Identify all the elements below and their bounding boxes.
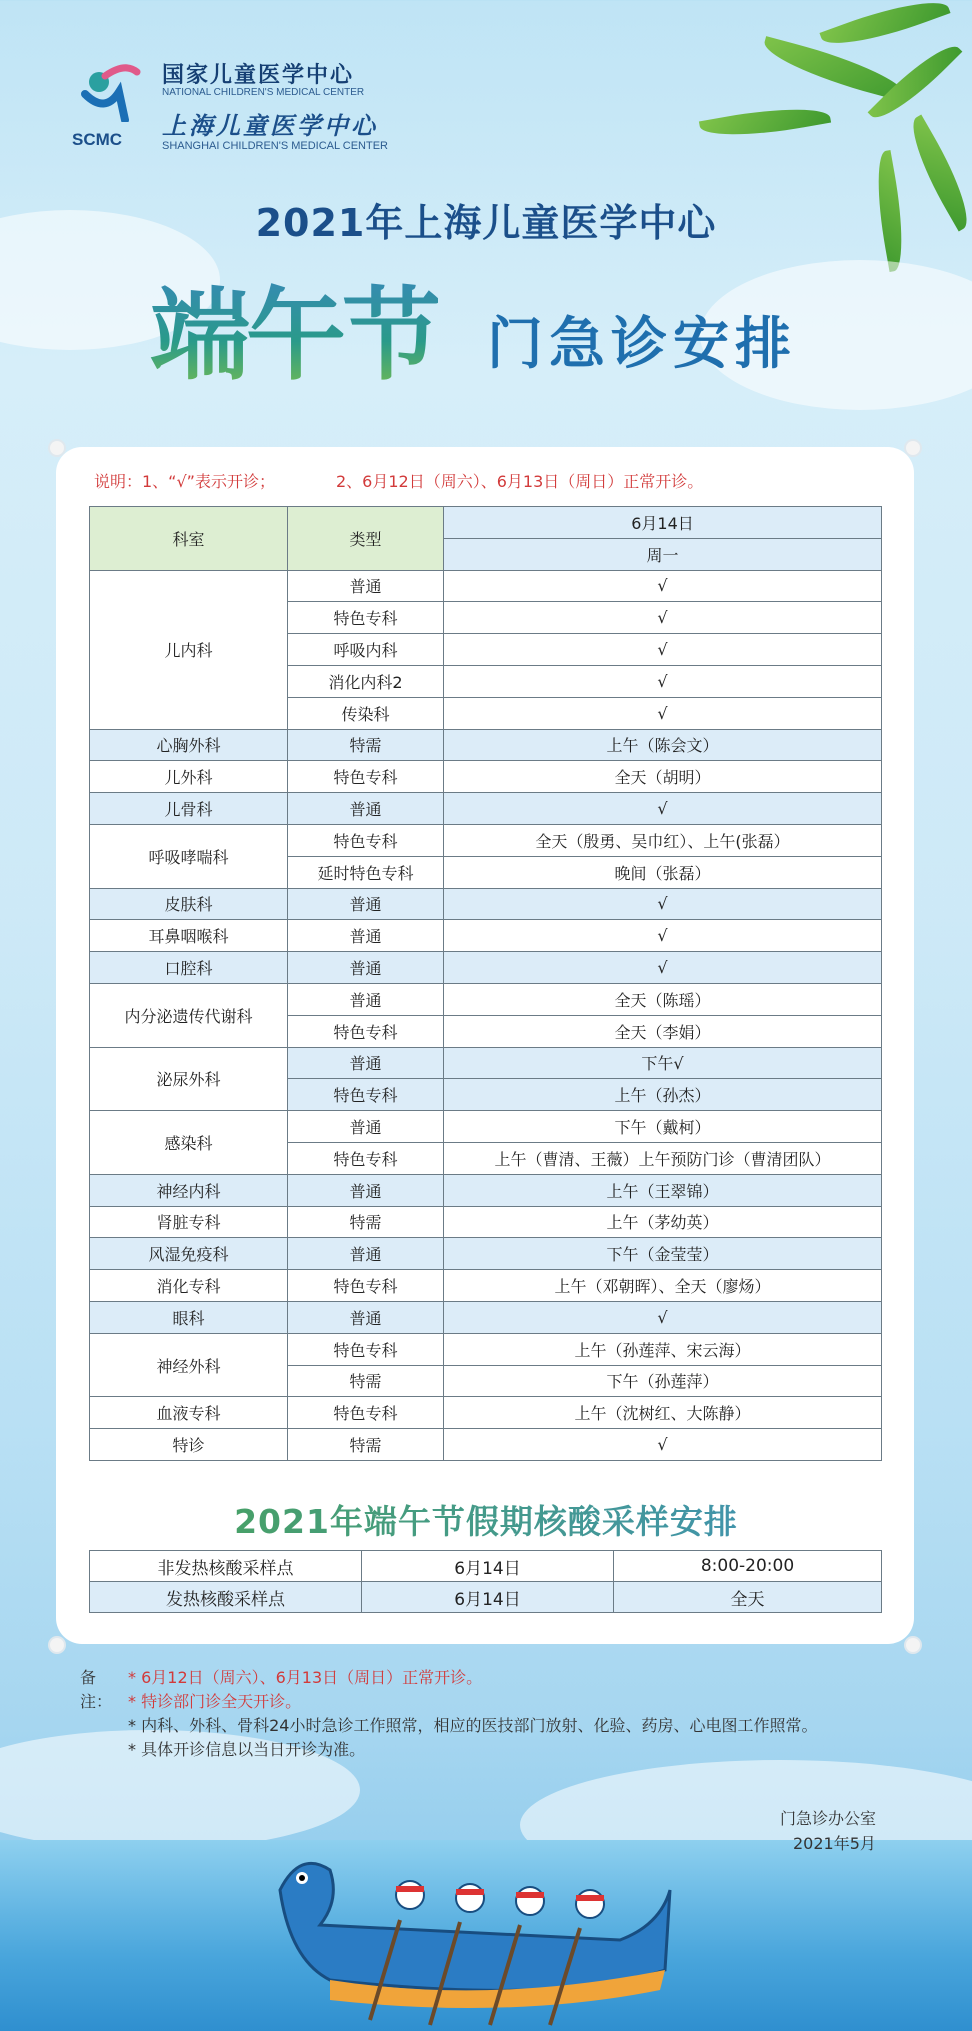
table-row [90,570,882,602]
table-row [90,1301,882,1333]
schedule-cell: 全天（殷勇、吴巾红）、上午(张磊） [444,824,882,856]
schedule-cell: 上午（沈树红、大陈静） [444,1397,882,1429]
type-cell: 特需 [288,729,444,761]
schedule-cell: √ [444,888,882,920]
org-name-cn: 国家儿童医学中心 [162,63,355,88]
type-cell: 特需 [288,1206,444,1238]
org-name-cn-2: 上海儿童医学中心 [162,111,378,140]
schedule-cell: √ [444,793,882,825]
dept-cell: 儿外科 [90,761,288,793]
schedule-cell: √ [444,602,882,634]
corner-dot [906,1638,920,1652]
type-cell: 特需 [288,1365,444,1397]
schedule-cell: 下午（戴柯） [444,1111,882,1143]
type-cell: 普通 [288,952,444,984]
schedule-cell: 全天（胡明） [444,761,882,793]
schedule-cell: √ [444,697,882,729]
type-cell: 普通 [288,920,444,952]
dept-cell: 内分泌遗传代谢科 [90,983,288,1047]
dept-cell: 神经外科 [90,1333,288,1397]
type-cell: 特色专科 [288,1270,444,1302]
table-row [90,983,882,1015]
type-cell: 普通 [288,1047,444,1079]
dept-cell: 血液专科 [90,1397,288,1429]
dept-cell: 耳鼻咽喉科 [90,920,288,952]
type-cell: 特需 [288,1429,444,1461]
nucleic-site: 发热核酸采样点 [90,1582,362,1613]
type-cell: 普通 [288,1238,444,1270]
dept-cell: 眼科 [90,1301,288,1333]
table-row [90,1333,882,1365]
schedule-cell: 上午（孙莲萍、宋云海） [444,1333,882,1365]
schedule-cell: 上午（孙杰） [444,1079,882,1111]
type-cell: 普通 [288,793,444,825]
dept-cell: 皮肤科 [90,888,288,920]
dragon-boat-illustration [260,1830,680,2030]
table-row [90,888,882,920]
header-dept: 科室 [90,507,288,571]
table-row [90,1582,882,1613]
nucleic-date: 6月14日 [362,1551,614,1582]
type-cell: 特色专科 [288,1015,444,1047]
page-title-year: 2021年上海儿童医学中心 [255,201,717,245]
type-cell: 特色专科 [288,824,444,856]
type-cell: 呼吸内科 [288,634,444,666]
header-type: 类型 [288,507,444,571]
header-weekday: 周一 [444,538,882,570]
type-cell: 普通 [288,1174,444,1206]
table-row [90,793,882,825]
scmc-logo-icon [75,62,155,122]
table-row [90,1429,882,1461]
type-cell: 特色专科 [288,761,444,793]
remark-item: * 6月12日（周六）、6月13日（周日）正常开诊。 [128,1668,483,1687]
remark-item: * 特诊部门诊全天开诊。 [128,1692,302,1711]
logo-abbreviation: SCMC [72,130,123,149]
type-cell: 普通 [288,570,444,602]
org-name-en-2: SHANGHAI CHILDREN'S MEDICAL CENTER [162,140,389,152]
schedule-cell: √ [444,1301,882,1333]
type-cell: 普通 [288,888,444,920]
corner-dot [50,1638,64,1652]
type-cell: 特色专科 [288,602,444,634]
schedule-cell: 下午（孙莲萍） [444,1365,882,1397]
table-row [90,761,882,793]
schedule-cell: 上午（王翠锦） [444,1174,882,1206]
dept-cell: 特诊 [90,1429,288,1461]
schedule-cell: √ [444,570,882,602]
schedule-cell: 晚间（张磊） [444,856,882,888]
type-cell: 延时特色专科 [288,856,444,888]
schedule-cell: 上午（邓朝晖）、全天（廖炀） [444,1270,882,1302]
remark-item: * 具体开诊信息以当日开诊为准。 [128,1740,366,1759]
type-cell: 普通 [288,983,444,1015]
nucleic-time: 全天 [614,1582,882,1613]
dept-cell: 风湿免疫科 [90,1238,288,1270]
dept-cell: 儿骨科 [90,793,288,825]
schedule-cell: √ [444,665,882,697]
outpatient-schedule-table [89,506,882,1461]
table-row [90,1397,882,1429]
dept-cell: 儿内科 [90,570,288,729]
type-cell: 特色专科 [288,1333,444,1365]
type-cell: 特色专科 [288,1397,444,1429]
schedule-note: 说明：1、“√”表示开诊； 2、6月12日（周六）、6月13日（周日）正常开诊。 [94,472,704,491]
schedule-cell: 上午（曹清、王薇）上午预防门诊（曹清团队） [444,1142,882,1174]
remarks-label: 备注： [80,1668,113,1711]
signature-office: 门急诊办公室 [780,1809,877,1828]
table-row [90,1238,882,1270]
page-title-festival: 端午节 [150,255,438,399]
type-cell: 特色专科 [288,1142,444,1174]
type-cell: 普通 [288,1301,444,1333]
header-date: 6月14日 [444,507,882,539]
schedule-cell: √ [444,952,882,984]
dept-cell: 泌尿外科 [90,1047,288,1111]
nucleic-time: 8:00-20:00 [614,1551,882,1582]
dept-cell: 神经内科 [90,1174,288,1206]
table-row [90,1111,882,1143]
type-cell: 消化内科2 [288,665,444,697]
schedule-cell: 全天（陈瑶） [444,983,882,1015]
schedule-cell: 上午（陈会文） [444,729,882,761]
table-row [90,1206,882,1238]
remark-item: * 内科、外科、骨科24小时急诊工作照常，相应的医技部门放射、化验、药房、心电图工作照常。 [128,1716,818,1735]
page-title-subtitle: 门急诊安排 [487,312,797,377]
corner-dot [906,441,920,455]
schedule-cell: √ [444,1429,882,1461]
dept-cell: 肾脏专科 [90,1206,288,1238]
schedule-cell: 下午（金莹莹） [444,1238,882,1270]
table-row [90,920,882,952]
nucleic-section-title: 2021年端午节假期核酸采样安排 [0,1496,972,1543]
schedule-cell: √ [444,920,882,952]
dept-cell: 口腔科 [90,952,288,984]
schedule-cell: 全天（李娟） [444,1015,882,1047]
nucleic-test-table [89,1550,882,1613]
table-row [90,1551,882,1582]
table-row [90,729,882,761]
schedule-cell: 上午（茅幼英） [444,1206,882,1238]
corner-dot [50,441,64,455]
table-row [90,1270,882,1302]
dept-cell: 心胸外科 [90,729,288,761]
table-row [90,952,882,984]
dept-cell: 感染科 [90,1111,288,1175]
table-row [90,824,882,856]
type-cell: 普通 [288,1111,444,1143]
dept-cell: 呼吸哮喘科 [90,824,288,888]
dept-cell: 消化专科 [90,1270,288,1302]
nucleic-date: 6月14日 [362,1582,614,1613]
table-row [90,1047,882,1079]
table-row [90,1174,882,1206]
type-cell: 特色专科 [288,1079,444,1111]
nucleic-site: 非发热核酸采样点 [90,1551,362,1582]
schedule-cell: 下午√ [444,1047,882,1079]
type-cell: 传染科 [288,697,444,729]
schedule-cell: √ [444,634,882,666]
org-name-en: NATIONAL CHILDREN'S MEDICAL CENTER [162,87,365,98]
signature-date: 2021年5月 [793,1834,876,1853]
